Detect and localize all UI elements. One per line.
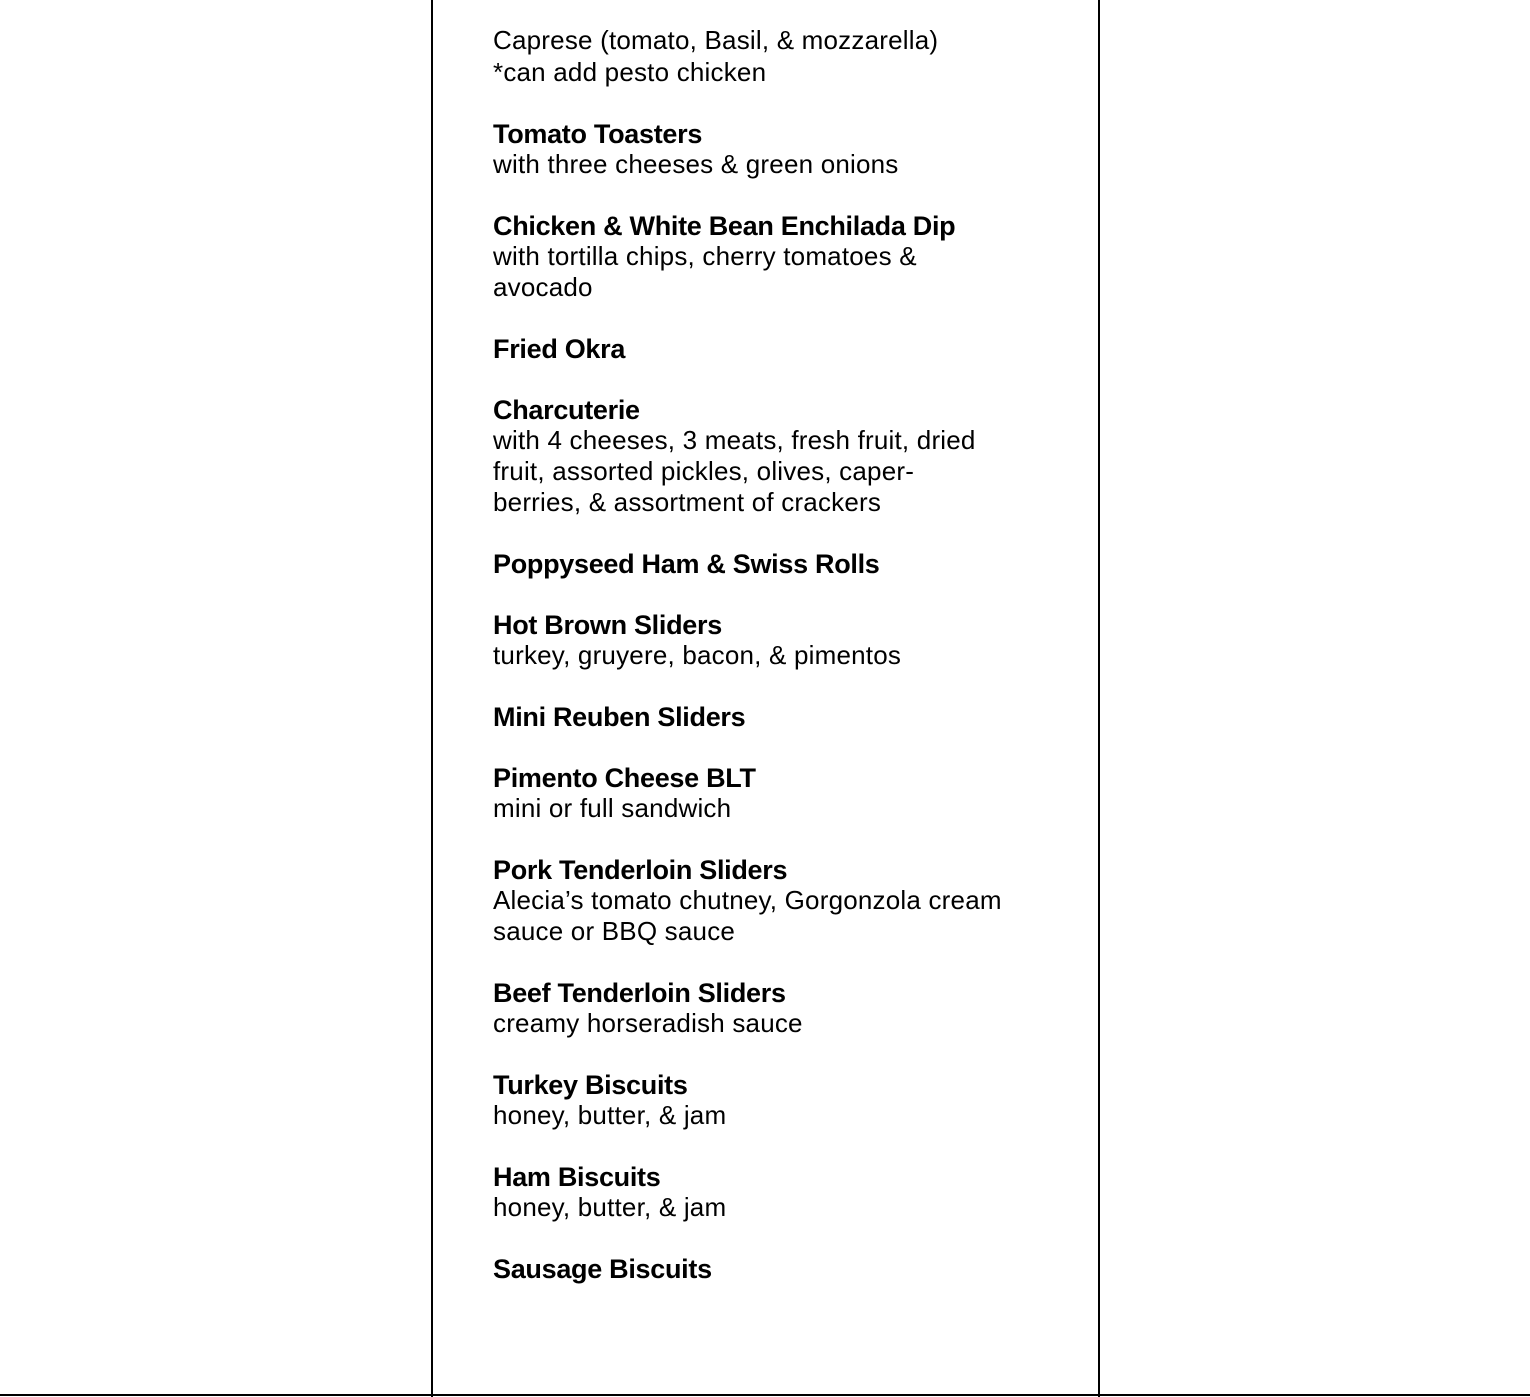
menu-item-name: Sausage Biscuits bbox=[493, 1254, 712, 1284]
menu-item-name: Mini Reuben Sliders bbox=[493, 702, 746, 732]
menu-item-name: Pimento Cheese BLT bbox=[493, 763, 756, 793]
menu-item bbox=[493, 855, 1053, 947]
menu-item-name: Chicken & White Bean Enchilada Dip bbox=[493, 211, 956, 241]
menu-item-name: Turkey Biscuits bbox=[493, 1070, 688, 1100]
menu-item bbox=[493, 211, 1053, 303]
menu-item-name: Charcuterie bbox=[493, 395, 640, 425]
intro-line-addon: *can add pesto chicken bbox=[493, 57, 767, 87]
menu-item-description: honey, butter, & jam bbox=[493, 1100, 727, 1130]
table-left-border bbox=[431, 0, 433, 1397]
menu-item-description: turkey, gruyere, bacon, & pimentos bbox=[493, 640, 902, 670]
table-right-border bbox=[1098, 0, 1100, 1397]
menu-item bbox=[493, 763, 1053, 824]
menu-item-description: fruit, assorted pickles, olives, caper- bbox=[493, 456, 915, 486]
menu-item bbox=[493, 610, 1053, 671]
menu-item-name: Fried Okra bbox=[493, 334, 626, 364]
menu-cell bbox=[493, 24, 1053, 1284]
menu-item bbox=[493, 334, 1053, 364]
menu-item-name: Tomato Toasters bbox=[493, 119, 703, 149]
menu-item-description: Alecia’s tomato chutney, Gorgonzola cream bbox=[493, 885, 1002, 915]
menu-item-name: Hot Brown Sliders bbox=[493, 610, 722, 640]
menu-item-description: mini or full sandwich bbox=[493, 793, 732, 823]
menu-item-description: creamy horseradish sauce bbox=[493, 1008, 803, 1038]
menu-item bbox=[493, 1070, 1053, 1131]
menu-item-description: with three cheeses & green onions bbox=[493, 149, 899, 179]
menu-item-name: Ham Biscuits bbox=[493, 1162, 661, 1192]
menu-item-description: honey, butter, & jam bbox=[493, 1192, 727, 1222]
menu-item-list bbox=[493, 119, 1053, 1284]
menu-item-description: avocado bbox=[493, 272, 593, 302]
menu-item bbox=[493, 1162, 1053, 1223]
menu-item-description: sauce or BBQ sauce bbox=[493, 916, 736, 946]
menu-item bbox=[493, 119, 1053, 180]
menu-item-name: Pork Tenderloin Sliders bbox=[493, 855, 788, 885]
menu-item bbox=[493, 1254, 1053, 1284]
menu-item-description: with 4 cheeses, 3 meats, fresh fruit, dried bbox=[493, 425, 976, 455]
menu-item bbox=[493, 395, 1053, 518]
menu-item bbox=[493, 549, 1053, 579]
table-bottom-border bbox=[0, 1394, 1530, 1396]
menu-item bbox=[493, 978, 1053, 1039]
menu-intro bbox=[493, 24, 1053, 88]
menu-item bbox=[493, 702, 1053, 732]
menu-item-name: Poppyseed Ham & Swiss Rolls bbox=[493, 549, 880, 579]
menu-item-description: with tortilla chips, cherry tomatoes & bbox=[493, 241, 917, 271]
menu-item-name: Beef Tenderloin Sliders bbox=[493, 978, 786, 1008]
menu-item-description: berries, & assortment of crackers bbox=[493, 487, 882, 517]
intro-line-caprese: Caprese (tomato, Basil, & mozzarella) bbox=[493, 25, 939, 55]
